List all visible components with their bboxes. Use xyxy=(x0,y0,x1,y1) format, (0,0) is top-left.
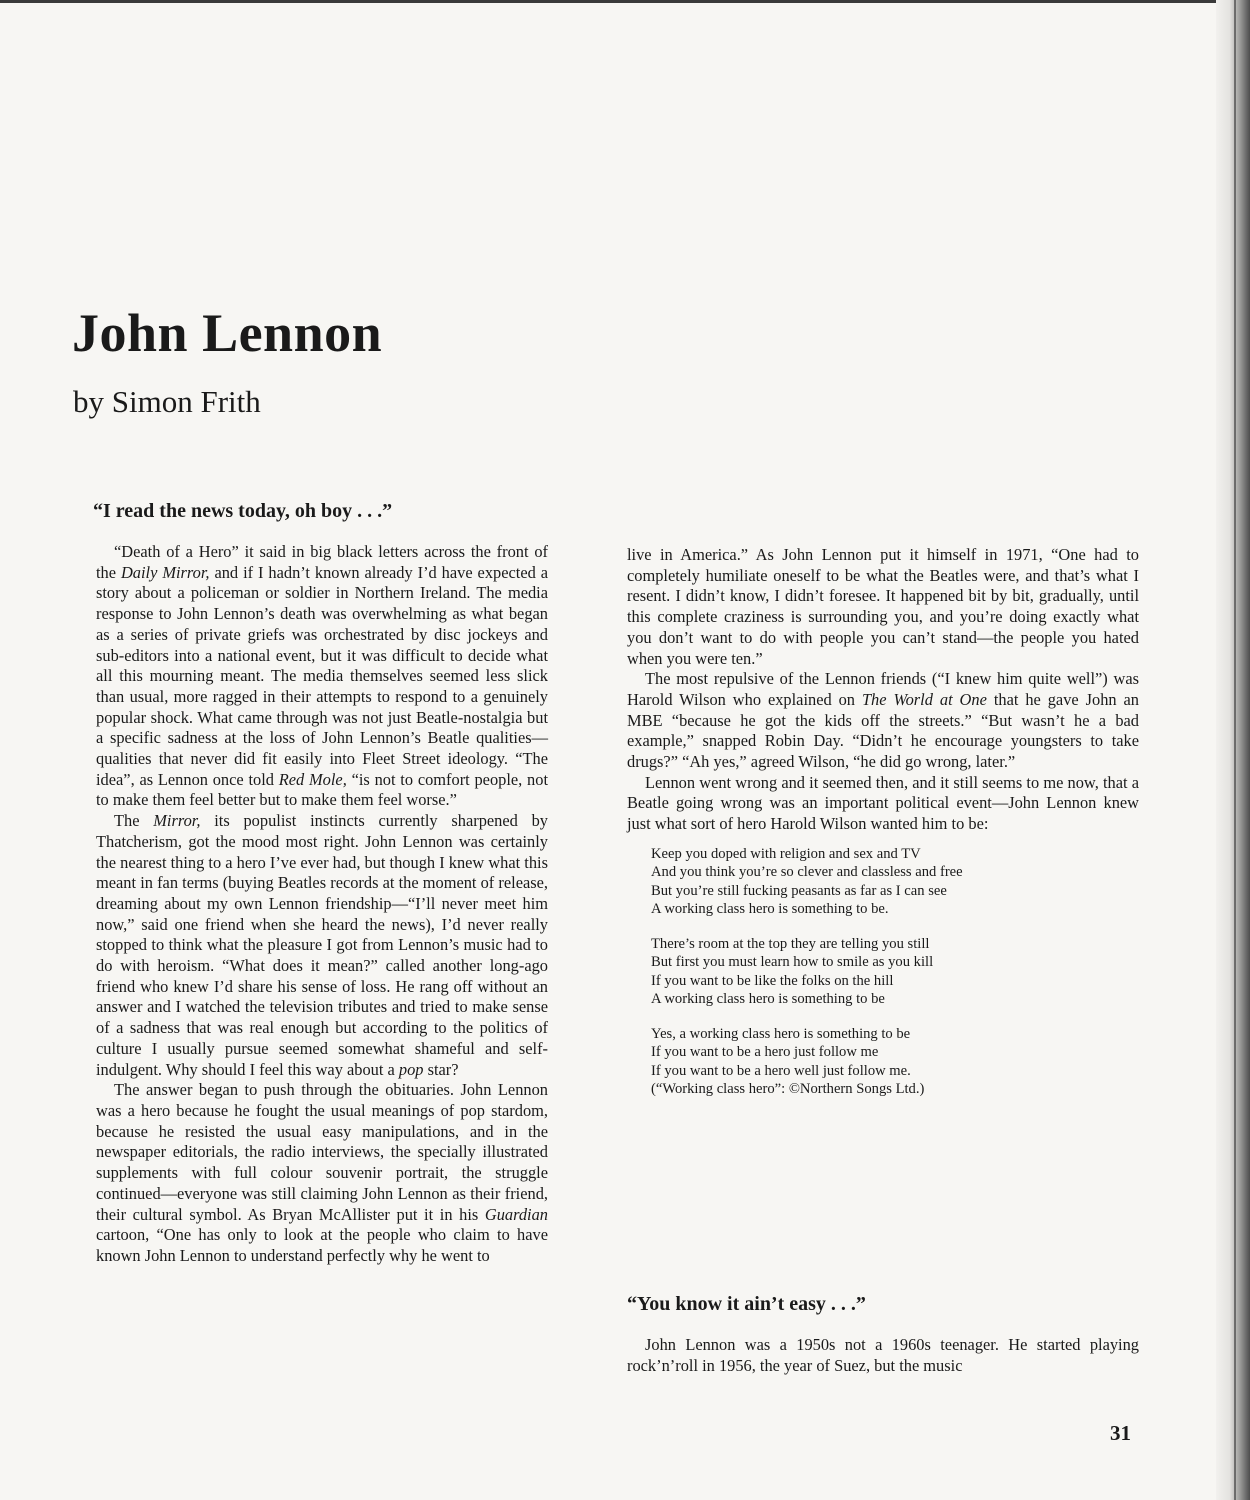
lyrics-stanza xyxy=(651,935,1051,1009)
paragraph: “Death of a Hero” it said in big black letters across the front of the Daily Mirror, and if I hadn’t known already I’d have expected a story about a policeman or soldier in Northern Ireland. The media response to John Lennon’s death was overwhelming as what began as a series of private griefs was orchestrated by disc jockeys and sub-editors into a national event, but it was difficult to decide what all this mourning meant. The media themselves seemed less slick than usual, more ragged in their attempts to respond to a genuinely popular shock. What came through was not just Beatle-nostalgia but a specific sadness at the loss of John Lennon’s Beatle qualities—qualities that never did fit easily into Fleet Street ideology. “The idea”, as Lennon once told Red Mole, “is not to comfort people, not to make them feel better but to make them feel worse.” xyxy=(96,542,549,810)
lyric-line: A working class hero is something to be xyxy=(651,991,885,1008)
lyric-line: If you want to be a hero just follow me xyxy=(651,1044,879,1061)
paragraph: The answer began to push through the obituaries. John Lennon was a hero because he fought the usual meanings of pop stardom, because he resisted the usual easy manipulations, and in the newspaper editorials, the radio interviews, the specially illustrated supplements with full colour souvenir portrait, the struggle continued—everyone was still claiming John Lennon as their friend, their cultural symbol. As Bryan McAllister put it in his Guardian cartoon, “One has only to look at the people who claim to have known John Lennon to understand perfectly why he went to xyxy=(96,1080,548,1265)
lyric-line: If you want to be a hero well just follow me. xyxy=(651,1062,911,1079)
article-byline: by Simon Frith xyxy=(73,384,261,419)
lyric-line: There’s room at the top they are telling you still xyxy=(651,935,930,952)
lyric-line: If you want to be like the folks on the hill xyxy=(651,972,894,989)
paragraph: The most repulsive of the Lennon friends (“I knew him quite well”) was Harold Wilson who explained on The World at One that he gave John an MBE “because he got the kids off the streets.” “But wasn’t he a bad example,” snapped Robin Day. “Didn’t he encourage youngsters to take drugs?” “Ah yes,” agreed Wilson, “he did go wrong, later.” xyxy=(627,669,1139,772)
paragraph: Lennon went wrong and it seemed then, and it still seems to me now, that a Beatle going wrong was an important political event—John Lennon knew just what sort of hero Harold Wilson wanted him to be: xyxy=(627,772,1139,834)
section-heading-1: “I read the news today, oh boy . . .” xyxy=(93,500,393,522)
lyrics-stanza xyxy=(651,845,1051,919)
article-title: John Lennon xyxy=(72,303,383,363)
lyric-line: A working class hero is something to be. xyxy=(651,901,889,918)
lyric-line: But first you must learn how to smile as you kill xyxy=(651,954,934,971)
article-column-left xyxy=(96,542,548,1267)
article-column-right xyxy=(627,545,1139,1099)
page-number: 31 xyxy=(1110,1421,1131,1445)
lyric-line: Yes, a working class hero is something to be xyxy=(651,1025,911,1042)
section-heading-2: “You know it ain’t easy . . .” xyxy=(627,1293,866,1315)
book-spine-shadow xyxy=(1216,0,1250,1500)
lyric-line: Keep you doped with religion and sex and TV xyxy=(651,845,921,862)
paragraph: John Lennon was a 1950s not a 1960s teenager. He started playing rock’n’roll in 1956, the year of Suez, but the music xyxy=(627,1335,1139,1375)
spine-line xyxy=(1234,0,1236,1500)
lyric-line: But you’re still fucking peasants as far as I can see xyxy=(651,882,947,899)
lyric-line: And you think you’re so clever and classless and free xyxy=(651,864,963,881)
page-top-edge xyxy=(0,0,1250,3)
paragraph: The Mirror, its populist instincts currently sharpened by Thatcherism, got the mood most right. John Lennon was certainly the nearest thing to a hero I’ve ever had, but though I knew what this meant in fan terms (buying Beatles records at the moment of release, dreaming about my own Lennon friendship—“I’ll never meet him now,” said one friend when she heard the news), I’d never really stopped to think what the pleasure I got from Lennon’s music had to do with heroism. “What does it mean?” called another long-ago friend who knew I’d share his sense of loss. He rang off without an answer and I watched the television tributes and tried to make sense of a sadness that was real enough but according to the politics of culture I usually pursue seemed somewhat shameful and self-indulgent. Why should I feel this way about a pop star? xyxy=(96,811,548,1079)
lyrics-credit: (“Working class hero”: ©Northern Songs Ltd.) xyxy=(651,1081,925,1098)
lyrics-block xyxy=(651,845,1051,1099)
article-column-right-bottom xyxy=(627,1335,1139,1376)
paragraph-continued: live in America.” As John Lennon put it himself in 1971, “One had to completely humiliate oneself to be what the Beatles were, and that’s what I resent. I didn’t know, I didn’t foresee. It happened bit by bit, gradually, until this complete craziness is surrounding you, and you’re doing exactly what you don’t want to do with people you can’t stand—the people you hated when you were ten.” xyxy=(627,545,1139,668)
lyrics-stanza xyxy=(651,1025,1051,1099)
